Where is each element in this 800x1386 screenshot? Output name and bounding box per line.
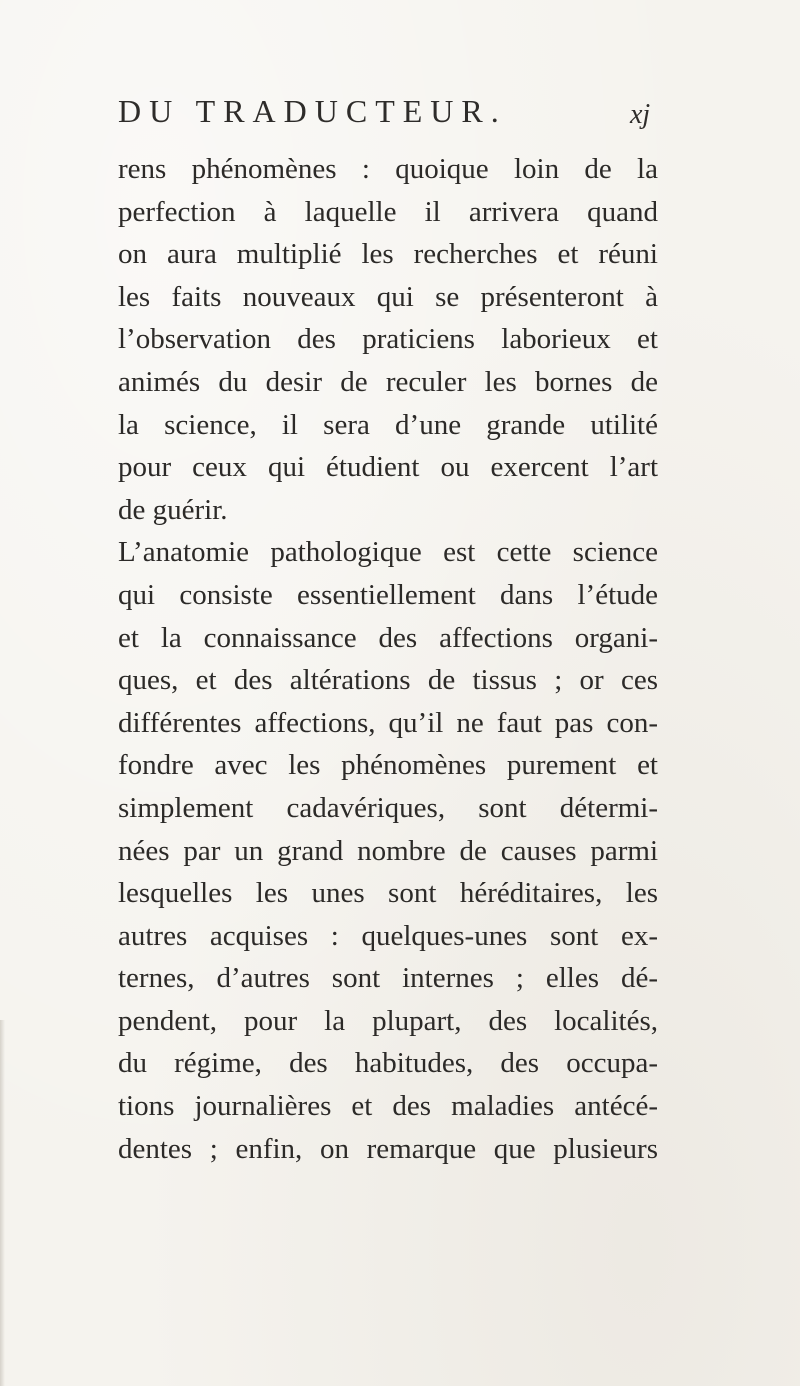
page-number: xj (630, 99, 651, 130)
text-line: et la connaissance des affections organi- (118, 621, 658, 654)
body-text (118, 148, 658, 1170)
text-line: simplement cadavériques, sont détermi- (118, 791, 658, 824)
text-line: L’anatomie pathologique est cette science (118, 536, 658, 569)
text-line: nées par un grand nombre de causes parmi (118, 834, 658, 867)
text-line: pendent, pour la plupart, des localités, (118, 1004, 658, 1037)
text-line: les faits nouveaux qui se présenteront à (118, 280, 658, 313)
text-line: ques, et des altérations de tissus ; or ces (118, 664, 658, 697)
text-line: lesquelles les unes sont héréditaires, les (118, 877, 658, 910)
running-head: DU TRADUCTEUR. (118, 93, 507, 129)
text-line: pour ceux qui étudient ou exercent l’art (118, 451, 658, 484)
text-line: autres acquises : quelques-unes sont ex- (118, 919, 658, 952)
text-line: on aura multiplié les recherches et réuni (118, 238, 658, 271)
text-line: rens phénomènes : quoique loin de la (118, 153, 658, 185)
text-line: l’observation des praticiens laborieux et (118, 323, 658, 356)
text-line: différentes affections, qu’il ne faut pas con- (118, 706, 658, 739)
text-line: perfection à laquelle il arrivera quand (118, 195, 658, 228)
text-line: ternes, d’autres sont internes ; elles dé- (118, 962, 658, 995)
text-line: la science, il sera d’une grande utilité (118, 408, 658, 441)
text-line: de guérir. (118, 493, 228, 526)
page-header (118, 93, 658, 133)
text-line: du régime, des habitudes, des occupa- (118, 1047, 658, 1080)
text-line: fondre avec les phénomènes purement et (118, 749, 658, 782)
text-line: tions journalières et des maladies antécé- (118, 1090, 658, 1123)
binding-shadow (0, 1020, 5, 1386)
text-line: qui consiste essentiellement dans l’étude (118, 578, 658, 611)
text-line: animés du desir de reculer les bornes de (118, 365, 658, 398)
text-line: dentes ; enfin, on remarque que plusieurs (118, 1132, 658, 1165)
